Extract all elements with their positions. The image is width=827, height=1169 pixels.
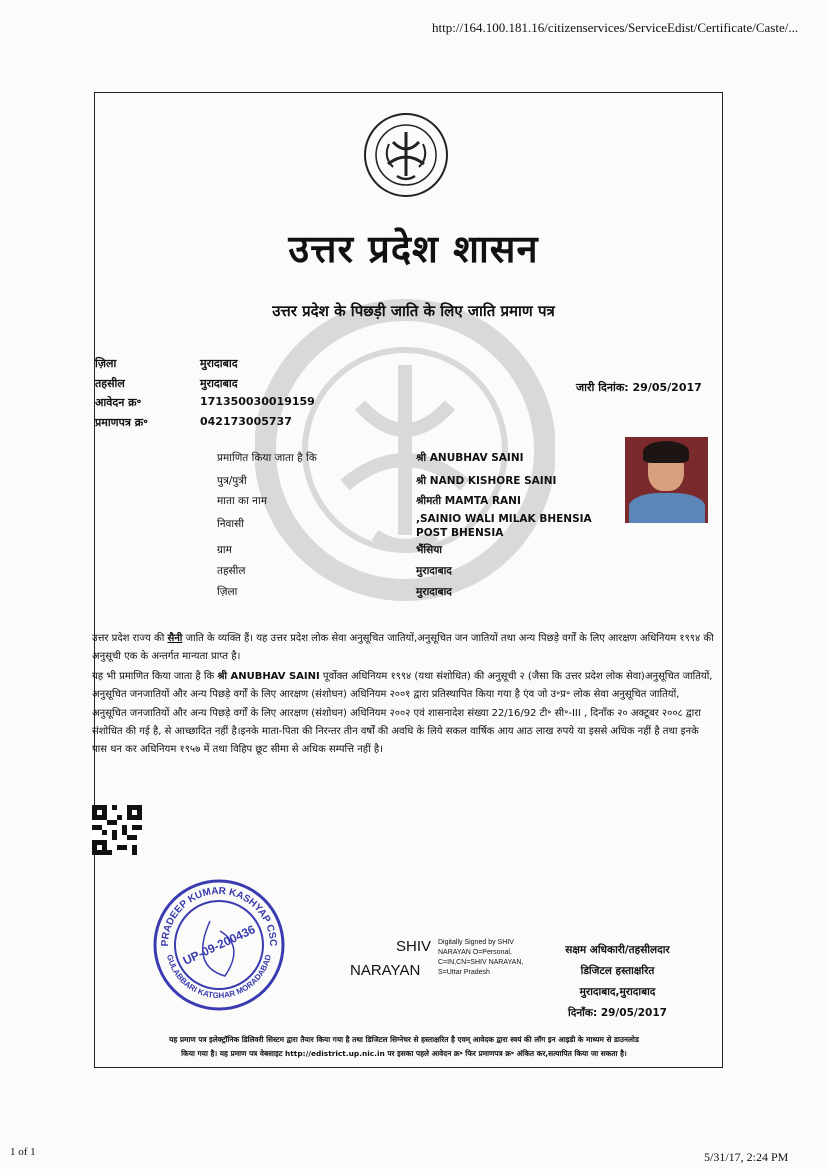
stamp-top-text: PRADEEP KUMAR KASHYAP CSC	[159, 885, 279, 947]
up-emblem-icon	[363, 112, 449, 198]
detail-label-village: ग्राम	[217, 544, 232, 556]
officer-date: दिनाँक: 29/05/2017	[568, 1007, 667, 1019]
browser-url: http://164.100.181.16/citizenservices/ServiceEdist/Certificate/Caste/...	[432, 20, 799, 35]
signer-first-name: SHIV	[396, 938, 432, 955]
certificate-number: 042173005737	[200, 415, 292, 428]
issue-date-label: जारी दिनांक:	[576, 381, 629, 394]
qr-code-icon	[92, 805, 142, 855]
detail-label-district: ज़िला	[217, 586, 238, 598]
para2-text-a: यह भी प्रमाणित किया जाता है कि	[92, 671, 215, 682]
digital-sign-details: Digitally Signed by SHIV NARAYAN O=Personal, C=IN,CN=SHIV NARAYAN, S=Uttar Pradesh	[438, 939, 524, 976]
district-value: मुरादाबाद	[200, 357, 238, 370]
application-label: आवेदन क्र॰	[95, 396, 142, 409]
certificate-title: उत्तर प्रदेश के पिछड़ी जाति के लिए जाति प्रमाण पत्र	[272, 302, 555, 320]
detail-value-address: ,SAINIO WALI MILAK BHENSIA POST BHENSIA	[416, 513, 592, 539]
detail-label-resident: निवासी	[217, 518, 244, 530]
verification-footnote: यह प्रमाण पत्र इलेक्ट्रॉनिक डिलिवरी सिस्टम द्वारा तैयार किया गया है तथा डिजिटल सिग्नेचर से हस्ताक्षरित है एवम् आवेदक द्वारा स्वयं की लॉग इन आइडी के माध्यम से डाउनलोड किया गया है। यह प्रमाण पत्र वेबसाइट http://edistrict.up.nic.in पर इसका पहले आवेदन क्र॰ फिर प्रमाणपत्र क्र॰ अंकित कर,सत्यापित किया जा सकता है।	[169, 1035, 639, 1058]
detail-value-name: श्री ANUBHAV SAINI	[416, 452, 524, 464]
detail-value-district: मुरादाबाद	[416, 586, 452, 598]
paragraph-certification	[92, 668, 716, 759]
stamp-bottom-text: GULABBARI KATGHAR MORADABAD	[164, 953, 273, 1001]
certificate-number-label: प्रमाणपत्र क्र॰	[95, 416, 148, 429]
detail-value-tehsil: मुरादाबाद	[416, 565, 452, 577]
officer-title: सक्षम अधिकारी/तहसीलदार	[565, 944, 670, 956]
issuing-officer	[540, 940, 695, 1024]
print-timestamp: 5/31/17, 2:24 PM	[704, 1150, 789, 1164]
stamp-id: UP-09-200436	[180, 922, 258, 968]
para2-name: श्री ANUBHAV SAINI	[217, 671, 320, 682]
application-number: 171350030019159	[200, 395, 315, 408]
detail-label-tehsil: तहसील	[217, 565, 246, 577]
district-label: ज़िला	[95, 357, 117, 370]
detail-value-mother: श्रीमती MAMTA RANI	[416, 495, 521, 507]
tehsil-label: तहसील	[95, 377, 125, 390]
detail-value-village: भैंसिया	[416, 544, 443, 556]
watermark-emblem-icon	[255, 285, 555, 615]
government-title: उत्तर प्रदेश शासन	[288, 227, 539, 271]
detail-label-certified: प्रमाणित किया जाता है कि	[217, 452, 317, 464]
detail-label-mother: माता का नाम	[217, 495, 267, 507]
tehsil-value: मुरादाबाद	[200, 377, 238, 390]
signer-last-name: NARAYAN	[350, 962, 421, 979]
para1-text-b: जाति के व्यक्ति हैं। यह उत्तर प्रदेश लोक सेवा अनुसूचित जातियों,अनुसूचित जन जातियों तथा अन्य पिछड़े वर्गों के लिए आरक्षण अधिनियम १९९४ की अनुसूची एक के अन्तर्गत मान्यता प्राप्त है।	[92, 633, 714, 663]
para2-text-b: पूर्वोक्त अधिनियम १९९४ (यथा संशोधित) की अनुसूची २ (जैसा कि उत्तर प्रदेश लोक सेवा)अनुसूचित जातियों, अनुसूचित जनजातियों और अन्य पिछड़े वर्गों के लिए आरक्षण (संशोधन) अधिनियम २००१ द्वारा प्रतिस्थापित किया गया है एंव जो उ॰प्र॰ लोक सेवा अनुसूचित जातियों, अनुसूचित जनजातियों और अन्य पिछड़े वर्गों के लिए आरक्षण (संशोधन) अधिनियम २००२ एवं शासनादेश संख्या 22/16/92 टी॰ सी॰-III , दिनाँक २० अक्टूबर २००८ द्वारा संशोधित की गई है, से आच्छादित नहीं है।इनके माता-पिता की निरन्तर तीन वर्षों की अवधि के लिये सकल वार्षिक आय आठ लाख रुपये या इससे अधिक नहीं है तथा इनके पास धन कर अधिनियम १९५७ में तथा विहिप छूट सीमा से अधिक सम्पत्ति नहीं है।	[92, 671, 713, 756]
officer-signed: डिजिटल हस्ताक्षरित	[580, 965, 655, 977]
para1-text-a: उत्तर प्रदेश राज्य की	[92, 633, 165, 644]
applicant-photo	[625, 437, 708, 523]
csc-stamp	[150, 876, 288, 1014]
issue-date	[576, 380, 702, 395]
page-count: 1 of 1	[10, 1146, 36, 1158]
paragraph-caste	[92, 630, 716, 667]
issue-date-value: 29/05/2017	[632, 381, 702, 394]
caste-name: सैनी	[167, 633, 183, 644]
officer-place: मुरादाबाद,मुरादाबाद	[579, 986, 656, 998]
svg-text:GULABBARI KATGHAR MORADABAD	[165, 953, 273, 1000]
detail-label-son-daughter: पुत्र/पुत्री	[217, 475, 247, 487]
detail-value-father: श्री NAND KISHORE SAINI	[416, 475, 557, 487]
